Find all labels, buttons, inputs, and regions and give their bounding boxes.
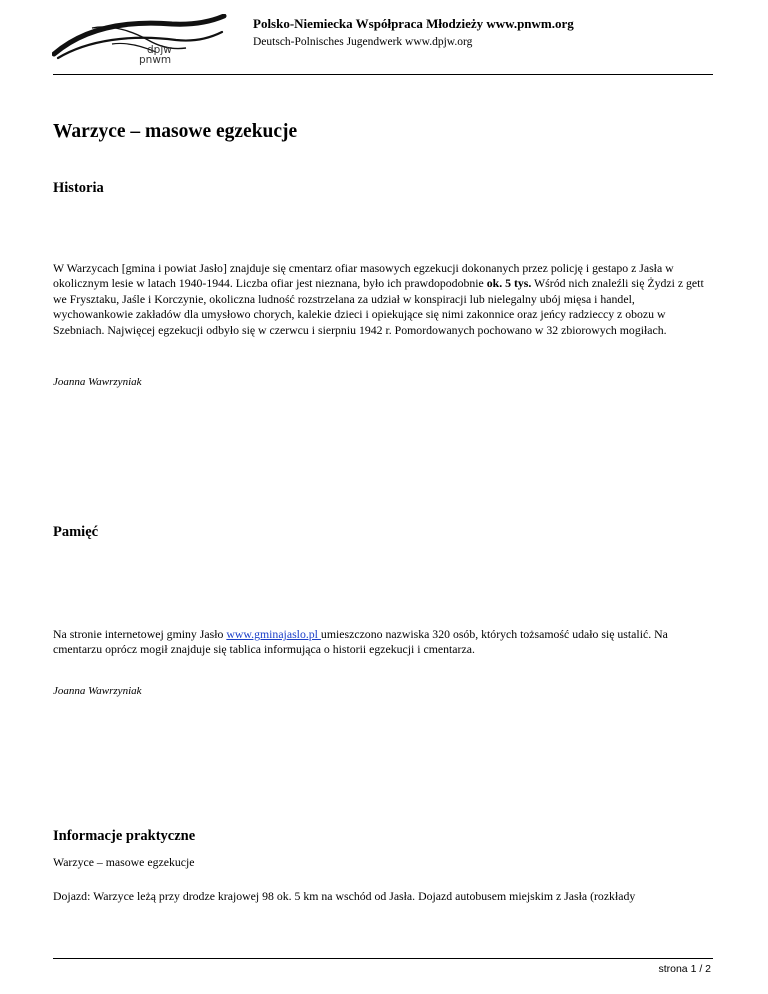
author-pamiec: Joanna Wawrzyniak: [53, 685, 142, 697]
logo-text-dpjw: dpjw: [147, 44, 172, 56]
section-heading-informacje: Informacje praktyczne: [53, 828, 196, 844]
page-title: Warzyce – masowe egzekucje: [53, 121, 298, 142]
body-text: W Warzycach [gmina i powiat Jasło] znajduje się cmentarz ofiar masowych egzekucji dokonanych przez policję i gestapo z Jasła w okolicznym lesie w latach 1940-1944. Liczba ofiar jest nieznana, było ich prawdopodobnie: [53, 261, 674, 291]
section-heading-historia: Historia: [53, 180, 104, 196]
body-text: umieszczono nazwiska 320 osób, których tożsamość udało się ustalić. Na cmentarzu oprócz mogił znajduje się tablica informująca o historii egzekucji i cmentarza.: [53, 627, 668, 657]
org-name-polish: Polsko-Niemiecka Współpraca Młodzieży www.pnwm.org: [253, 16, 574, 31]
org-name-german: Deutsch-Polnisches Jugendwerk www.dpjw.org: [253, 36, 473, 48]
logo-text-pnwm: pnwm: [139, 54, 172, 66]
section-body-historia: [53, 261, 715, 338]
section-heading-pamiec: Pamięć: [53, 524, 99, 540]
body-text: Na stronie internetowej gminy Jasło: [53, 627, 227, 641]
body-text: Wśród nich znaleźli się Żydzi z gett we Frysztaku, Jaśle i Korczynie, okoliczna ludność rozstrzelana za udział w konspiracji lub nielegalny ubój mięsa i handel, wychowankowie zakładów dla umysłowo chorych, kalekie dzieci i opiekujące się nimi zakonnice oraz jeńcy radzieccy z obozu w Szebniach. Najwięcej egzekucji odbyło się w czerwcu i sierpniu 1942 r. Pomordowanych pochowano w 32 zbiorowych mogiłach.: [53, 276, 704, 337]
page-header: [0, 0, 768, 76]
section-body-pamiec: [53, 627, 715, 658]
body-bold-text: ok. 5 tys.: [486, 276, 532, 291]
page-number: strona 1 / 2: [658, 963, 711, 975]
gmina-website-link[interactable]: www.gminajaslo.pl: [226, 627, 321, 641]
section-info-line2: Dojazd: Warzyce leżą przy drodze krajowej 98 ok. 5 km na wschód od Jasła. Dojazd autobusem miejskim z Jasła (rozkłady: [53, 889, 636, 903]
section-info-line1: Warzyce – masowe egzekucje: [53, 855, 195, 869]
header-divider: [53, 74, 713, 75]
author-historia: Joanna Wawrzyniak: [53, 376, 142, 388]
footer-divider: [53, 958, 713, 959]
